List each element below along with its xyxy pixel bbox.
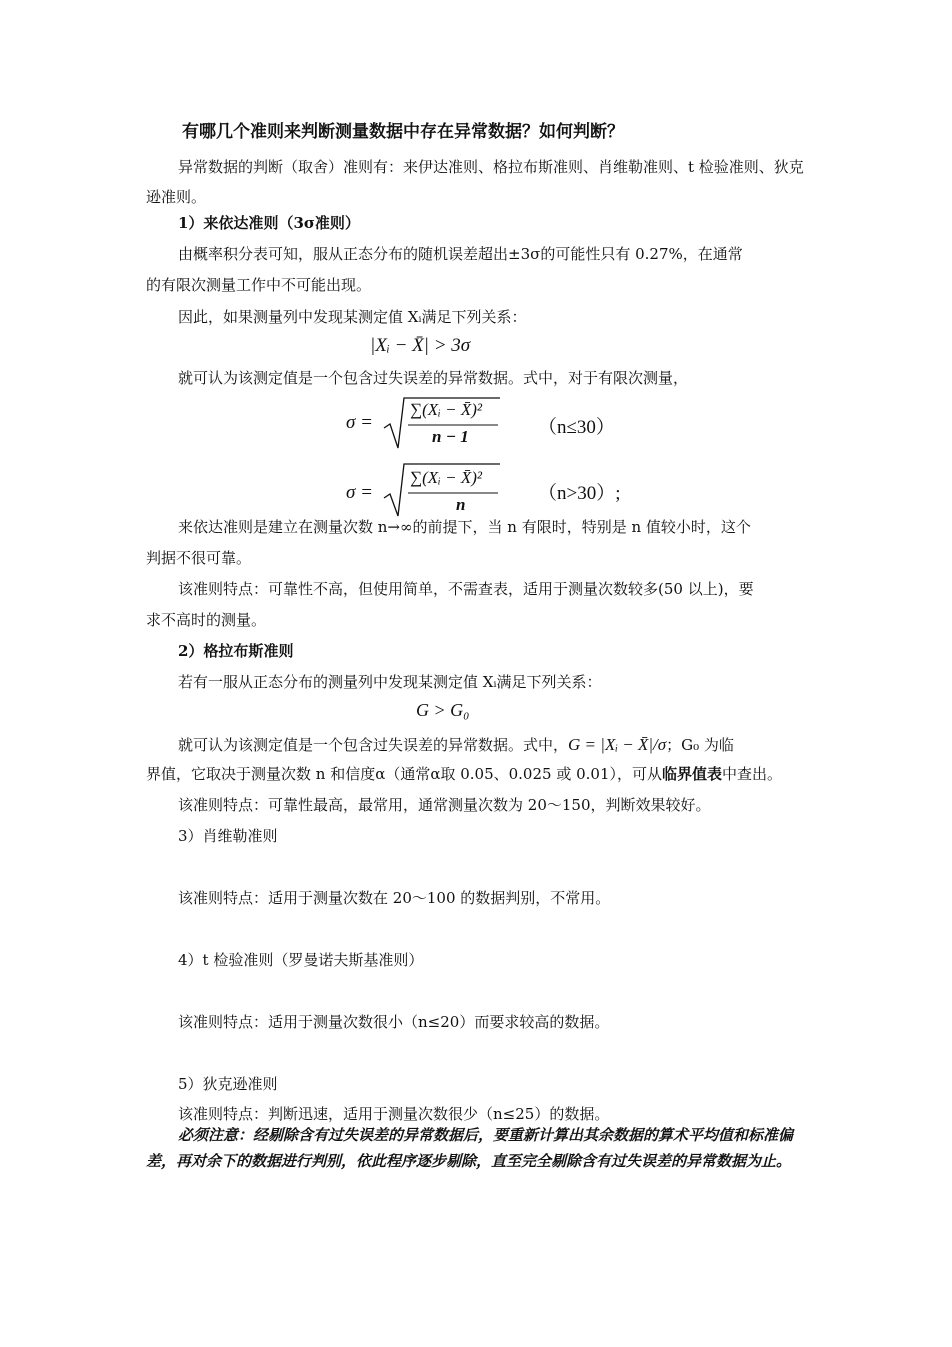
denominator-n-minus-1: n − 1 (432, 427, 469, 446)
notice-paragraph: 必须注意：经剔除含有过失误差的异常数据后，要重新计算出其余数据的算术平均值和标准偏差，再对余下的数据进行判别，依此程序逐步剔除，直至完全剔除含有过失误差的异常数据为止。 (146, 1126, 794, 1170)
formula-3sigma: |Xᵢ − X̄| > 3σ (370, 335, 471, 356)
section-2-para-4: 该准则特点：可靠性最高，最常用，通常测量次数为 20～150，判断效果较好。 (178, 796, 711, 814)
para-text: ；G₀ 为临 (666, 736, 734, 754)
section-2-para-2 (146, 734, 814, 756)
sigma-label: σ = (346, 482, 373, 503)
numerator: ∑(Xᵢ − X̄)² (410, 400, 482, 419)
section-4-para-1: 该准则特点：适用于测量次数很小（n≤20）而要求较高的数据。 (178, 1013, 610, 1031)
section-1-para-1-line-1: 由概率积分表可知，服从正态分布的随机误差超出±3σ的可能性只有 0.27%，在通常 (178, 245, 743, 263)
section-1-para-4-line-2: 判据不很可靠。 (146, 549, 252, 567)
numerator: ∑(Xᵢ − X̄)² (410, 468, 482, 487)
section-1-para-1-line-2: 的有限次测量工作中不可能出现。 (146, 276, 372, 294)
sigma-label: σ = (346, 412, 373, 433)
page-title: 有哪几个准则来判断测量数据中存在异常数据？如何判断？ (182, 122, 624, 142)
section-3-para-1: 该准则特点：适用于测量次数在 20～100 的数据判别，不常用。 (178, 889, 611, 907)
section-1-para-2: 因此，如果测量列中发现某测定值 Xᵢ满足下列关系： (178, 308, 527, 326)
section-1-heading: 1）来依达准则（3σ准则） (178, 214, 360, 232)
section-1-para-4-line-1: 来依达准则是建立在测量次数 n→∞的前提下，当 n 有限时，特别是 n 值较小时，这个 (178, 518, 751, 536)
section-5-para-1: 该准则特点：判断迅速，适用于测量次数很少（n≤25）的数据。 (178, 1105, 610, 1123)
para-text: 界值，它取决于测量次数 n 和信度α（通常α取 0.05、0.025 或 0.01），可从 (146, 765, 663, 783)
para-text: 中查出。 (722, 765, 783, 783)
section-1-para-3: 就可认为该测定值是一个包含过失误差的异常数据。式中，对于有限次测量， (178, 369, 689, 387)
denominator-n: n (456, 495, 466, 514)
section-4-heading: 4）t 检验准则（罗曼诺夫斯基准则） (178, 951, 424, 969)
section-5-heading: 5）狄克逊准则 (178, 1075, 278, 1093)
section-2-heading: 2）格拉布斯准则 (178, 642, 294, 660)
section-1-para-5-line-1: 该准则特点：可靠性不高，但使用简单，不需查表，适用于测量次数较多(50 以上)，要 (178, 580, 754, 598)
formula-g-definition: G = |Xᵢ − X̄|/σ (568, 735, 667, 754)
critical-value-table-term: 临界值表 (662, 765, 723, 783)
section-1-para-5-line-2: 求不高时的测量。 (146, 611, 267, 629)
section-2-para-3 (146, 764, 814, 785)
para-text: 就可认为该测定值是一个包含过失误差的异常数据。式中， (178, 736, 569, 754)
section-2-para-1: 若有一服从正态分布的测量列中发现某测定值 Xᵢ满足下列关系： (178, 673, 602, 691)
formula-g-gt-g0: G > G₀ (416, 700, 470, 720)
condition-n-le-30: （n≤30） (538, 417, 615, 438)
intro-paragraph: 异常数据的判断（取舍）准则有：来伊达准则、格拉布斯准则、肖维勒准则、t 检验准则、狄克逊准则。 (146, 158, 804, 206)
section-3-heading: 3）肖维勒准则 (178, 827, 278, 845)
condition-n-gt-30: （n>30）; (538, 483, 621, 504)
